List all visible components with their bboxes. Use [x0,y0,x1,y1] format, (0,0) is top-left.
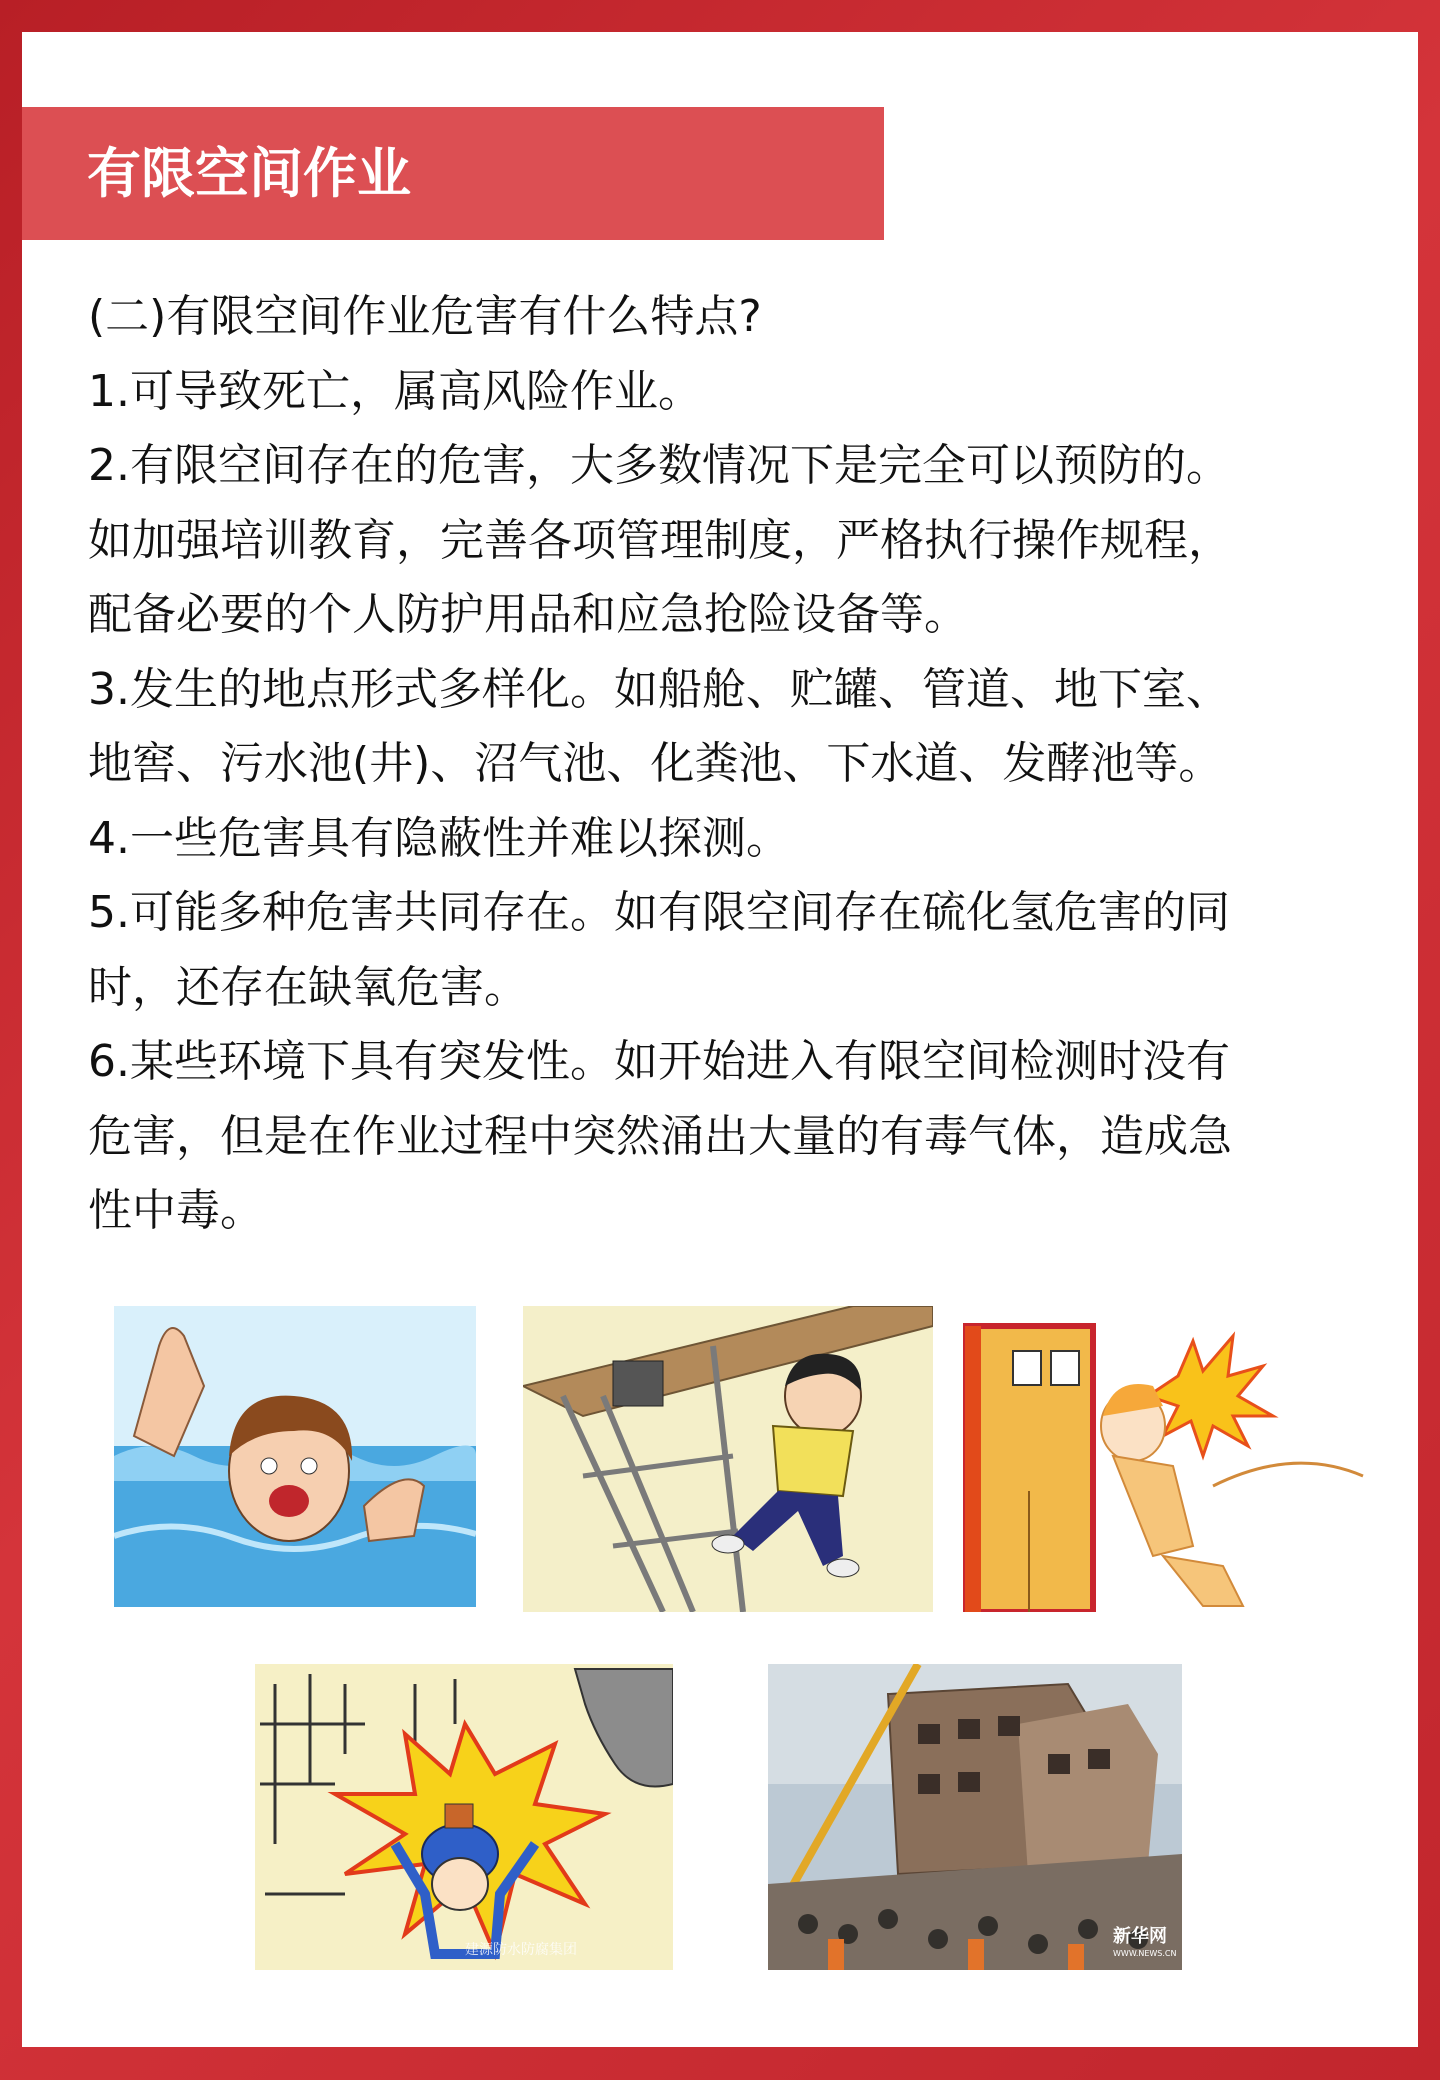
falling-object-illustration [255,1664,673,1970]
text-line: 配备必要的个人防护用品和应急抢险设备等。 [88,589,968,640]
text-line: 如加强培训教育，完善各项管理制度，严格执行操作规程， [88,514,1232,566]
page-title: 有限空间作业 [87,142,411,205]
drowning-illustration [114,1306,476,1607]
building-collapse-photo [768,1664,1182,1970]
electric-shock-illustration [963,1306,1377,1612]
news-watermark: 新华网 [1113,1926,1167,1947]
wechat-watermark: 建源防水防腐集团 [465,1942,577,1958]
text-line: 6.某些环境下具有突发性。如开始进入有限空间检测时没有 [88,1036,1230,1087]
news-watermark-url: WWW.NEWS.CN [1113,1949,1177,1958]
text-line: (二)有限空间作业危害有什么特点? [88,291,762,342]
text-line: 时，还存在缺氧危害。 [88,961,528,1013]
text-line: 1.可导致死亡，属高风险作业。 [88,365,702,417]
text-line: 4.一些危害具有隐蔽性并难以探测。 [88,812,790,864]
body-text [88,280,1388,1249]
text-line: 性中毒。 [88,1185,264,1236]
text-line: 5.可能多种危害共同存在。如有限空间存在硫化氢危害的同 [88,887,1230,938]
text-line: 危害，但是在作业过程中突然涌出大量的有毒气体，造成急 [88,1110,1232,1162]
scaffold-fall-illustration [523,1306,933,1612]
text-line: 地窖、污水池(井)、沼气池、化粪池、下水道、发酵池等。 [88,738,1223,789]
text-line: 2.有限空间存在的危害，大多数情况下是完全可以预防的。 [88,440,1230,491]
text-line: 3.发生的地点形式多样化。如船舱、贮罐、管道、地下室、 [88,663,1230,715]
